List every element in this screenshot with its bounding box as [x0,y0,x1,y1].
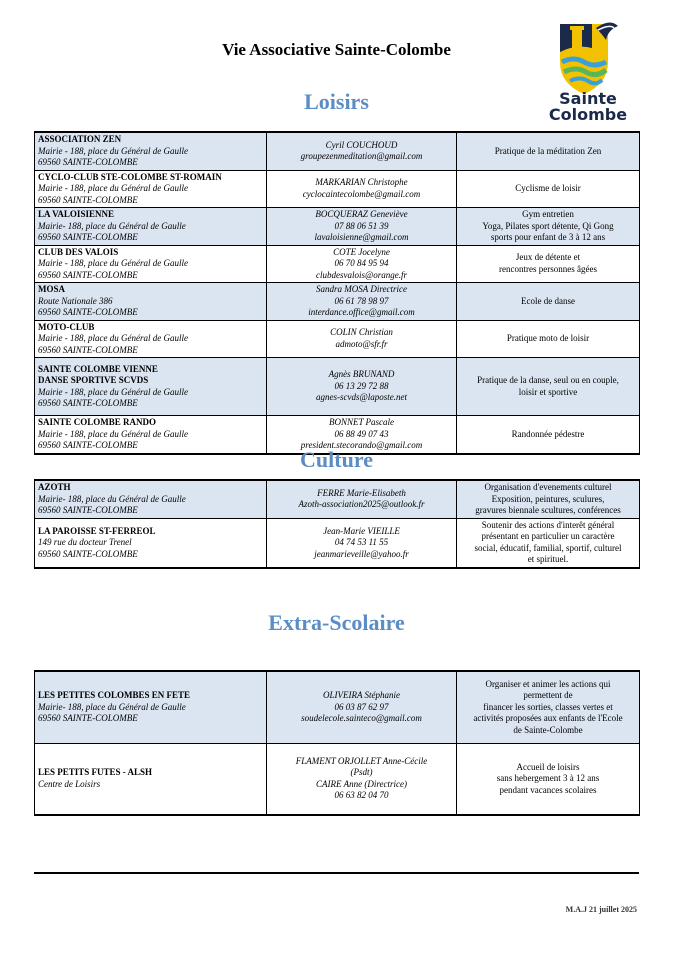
activity-line: Organiser et animer les actions qui [485,678,611,689]
association-name-line: CLUB DES VALOIS [38,246,119,257]
contact-cell [267,170,457,208]
association-name-line: MOTO-CLUB [38,321,95,332]
association-row [35,480,640,518]
association-name-line: SAINTE COLOMBE VIENNE [38,363,158,374]
contact-line: president.stecorando@gmail.com [300,440,423,450]
association-name-line: ASSOCIATION ZEN [38,134,122,144]
contact-line: groupezenmeditation@gmail.com [300,151,423,162]
contact-line: 07 88 06 51 39 [334,220,389,231]
contact-line: 06 70 84 95 94 [334,258,389,268]
contact-line: agnes-scvds@laposte.net [315,392,407,403]
association-address-line: Mairie - 188, place du Général de Gaulle [38,333,188,343]
activity-line: Pratique de la méditation Zen [494,145,602,156]
extra-scolaire-table [34,670,640,816]
association-name-line: LES PETITS FUTES - ALSH [38,767,153,778]
association-address-line: 69560 SAINTE-COLOMBE [38,713,138,723]
activity-cell [457,208,640,246]
activity-cell [457,170,640,208]
association-row [35,320,640,358]
association-cell [35,132,267,170]
association-address-line: 69560 SAINTE-COLOMBE [38,548,138,559]
activity-line: permettent de [523,690,573,700]
contact-line: FERRE Marie-Elisabeth [317,487,406,498]
contact-cell [267,671,457,743]
contact-cell [267,208,457,246]
logo-text-line1: Sainte [559,89,617,108]
contact-line: Agnès BRUNAND [328,369,395,380]
association-cell [35,518,267,568]
association-name-line: LES PETITES COLOMBES EN FETE [38,690,191,700]
activity-line: rencontres personnes âgées [499,263,597,274]
activity-cell [457,743,640,815]
association-address-line: 69560 SAINTE-COLOMBE [38,269,138,280]
association-row [35,245,640,283]
activity-line: social, éducatif, familial, sportif, culturel [474,542,622,553]
activity-cell [457,671,640,743]
activity-cell [457,132,640,170]
association-address-line: Route Nationale 386 [38,295,113,306]
association-cell [35,320,267,358]
association-row [35,283,640,321]
contact-line: admoto@sfr.fr [335,338,388,349]
association-cell [35,671,267,743]
activity-cell [457,283,640,321]
activity-line: Pratique moto de loisir [506,333,590,343]
contact-line: Sandra MOSA Directrice [316,284,407,294]
association-cell [35,245,267,283]
association-address-line: 69560 SAINTE-COLOMBE [38,344,138,355]
contact-line: 06 13 29 72 88 [334,380,389,391]
contact-line: FLAMENT ORJOLLET Anne-Cécile [295,755,428,766]
contact-line: OLIVEIRA Stéphanie [322,690,401,700]
loisirs-table [34,131,640,455]
activity-line: Exposition, peintures, sculures, [491,493,605,504]
activity-line: Pratique de la danse, seul ou en couple, [477,375,619,385]
activity-line: Jeux de détente et [515,252,581,263]
activity-cell [457,358,640,416]
association-cell [35,743,267,815]
contact-cell [267,358,457,416]
footer-divider [34,872,639,874]
contact-cell [267,320,457,358]
association-row [35,743,640,815]
association-row [35,358,640,416]
association-address-line: Mairie - 188, place du Général de Gaulle [38,145,188,156]
association-name-line: AZOTH [38,482,71,492]
activity-line: loisir et sportive [518,386,578,397]
association-address-line: Mairie- 188, place du Général de Gaulle [38,701,186,712]
contact-line: Azoth-association2025@outlook.fr [298,499,425,510]
activity-line: sans hebergement 3 à 12 ans [496,773,600,783]
association-address-line: 69560 SAINTE-COLOMBE [38,307,138,317]
activity-line: Yoga, Pilates sport détente, Qi Gong [482,220,614,231]
association-name-line: MOSA [38,284,65,294]
association-address-line: Centre de Loisirs [38,778,101,789]
association-address-line: 69560 SAINTE-COLOMBE [38,505,138,515]
activity-line: Randonnée pédestre [511,428,585,439]
association-cell [35,208,267,246]
contact-line: clubdesvalois@orange.fr [315,269,408,280]
contact-line: 06 63 82 04 70 [334,790,389,801]
activity-line: Organisation d'evenements culturel [484,482,612,492]
contact-line: 04 74 53 11 55 [334,537,389,547]
association-address-line: 69560 SAINTE-COLOMBE [38,398,138,408]
contact-line: BONNET Pascale [328,417,395,427]
association-row [35,671,640,743]
association-name-line: CYCLO-CLUB STE-COLOMBE ST-ROMAIN [38,171,222,182]
contact-cell [267,132,457,170]
contact-line: MARKARIAN Christophe [315,177,408,188]
contact-line: COTE Jocelyne [333,246,390,257]
contact-line: Jean-Marie VIEILLE [323,525,400,536]
association-address-line: Mairie - 188, place du Général de Gaulle [38,428,188,439]
logo-emblem-icon [548,18,628,98]
contact-line: lavaloisienne@gmail.com [314,232,409,242]
section-title-loisirs: Loisirs [304,89,369,114]
culture-table [34,479,640,569]
association-address-line: 149 rue du docteur Trenel [38,537,132,547]
logo-text-line2: Colombe [548,105,628,124]
association-address-line: 69560 SAINTE-COLOMBE [38,194,138,205]
activity-line: Cyclisme de loisir [515,183,581,193]
association-address-line: 69560 SAINTE-COLOMBE [38,232,138,242]
contact-line: 06 03 87 62 97 [334,701,389,712]
association-row [35,208,640,246]
association-address-line: Mairie - 188, place du Général de Gaulle [38,258,188,268]
contact-line: 06 61 78 98 97 [334,295,389,306]
contact-cell [267,743,457,815]
activity-line: et spirituel. [527,554,569,565]
association-address-line: 69560 SAINTE-COLOMBE [38,440,138,450]
association-name-line: LA PAROISSE ST-FERREOL [38,525,156,536]
contact-line: CAIRE Anne (Directrice) [316,778,407,789]
contact-line: jeanmarieveille@yahoo.fr [314,548,409,559]
contact-line: (Psdt) [350,767,373,778]
activity-line: sports pour enfant de 3 à 12 ans [490,232,606,242]
page-title: Vie Associative Sainte-Colombe [222,40,451,59]
activity-line: Accueil de loisirs [516,761,580,772]
association-address-line: Mairie - 188, place du Général de Gaulle [38,183,188,193]
contact-cell [267,283,457,321]
contact-line: 06 88 49 07 43 [334,428,389,439]
association-row [35,170,640,208]
contact-line: cyclocaintecolombe@gmail.com [302,188,421,199]
association-cell [35,283,267,321]
association-address-line: Mairie- 188, place du Général de Gaulle [38,493,186,504]
contact-cell [267,245,457,283]
association-name-line: LA VALOISIENNE [38,209,114,219]
association-cell [35,480,267,518]
section-title-culture: Culture [300,447,373,472]
activity-cell [457,245,640,283]
association-name-line: SAINTE COLOMBE RANDO [38,417,157,427]
contact-line: interdance.office@gmail.com [308,307,415,317]
activity-line: Soutenir des actions d'interêt général [481,519,615,530]
association-cell [35,358,267,416]
contact-line: Cyril COUCHOUD [325,139,398,150]
activity-cell [457,518,640,568]
update-date: M.A.J 21 juillet 2025 [565,905,637,914]
activity-line: présentant en particulier un caractère [481,531,615,542]
association-address-line: Mairie- 188, place du Général de Gaulle [38,220,186,231]
association-name-line: DANSE SPORTIVE SCVDS [38,375,149,385]
contact-line: soudelecole.sainteco@gmail.com [301,713,422,723]
association-cell [35,170,267,208]
activity-cell [457,320,640,358]
activity-line: Ecole de danse [521,295,575,306]
activity-cell [457,480,640,518]
activity-line: activités proposées aux enfants de l'Ecole [473,713,623,723]
activity-line: Gym entretien [522,209,574,219]
association-row [35,132,640,170]
association-address-line: 69560 SAINTE-COLOMBE [38,157,138,167]
association-address-line: Mairie - 188, place du Général de Gaulle [38,386,188,397]
contact-cell [267,518,457,568]
contact-line: BOCQUERAZ Geneviève [315,209,408,219]
activity-line: pendant vacances scolaires [499,784,597,795]
activity-line: gravures biennale scultures, conférences [475,505,621,515]
activity-line: de Sainte-Colombe [513,724,583,735]
contact-cell [267,480,457,518]
activity-line: financer les sorties, classes vertes et [483,701,613,712]
contact-line: COLIN Christian [330,327,393,338]
association-row [35,518,640,568]
section-title-extra-scolaire: Extra-Scolaire [268,610,405,635]
